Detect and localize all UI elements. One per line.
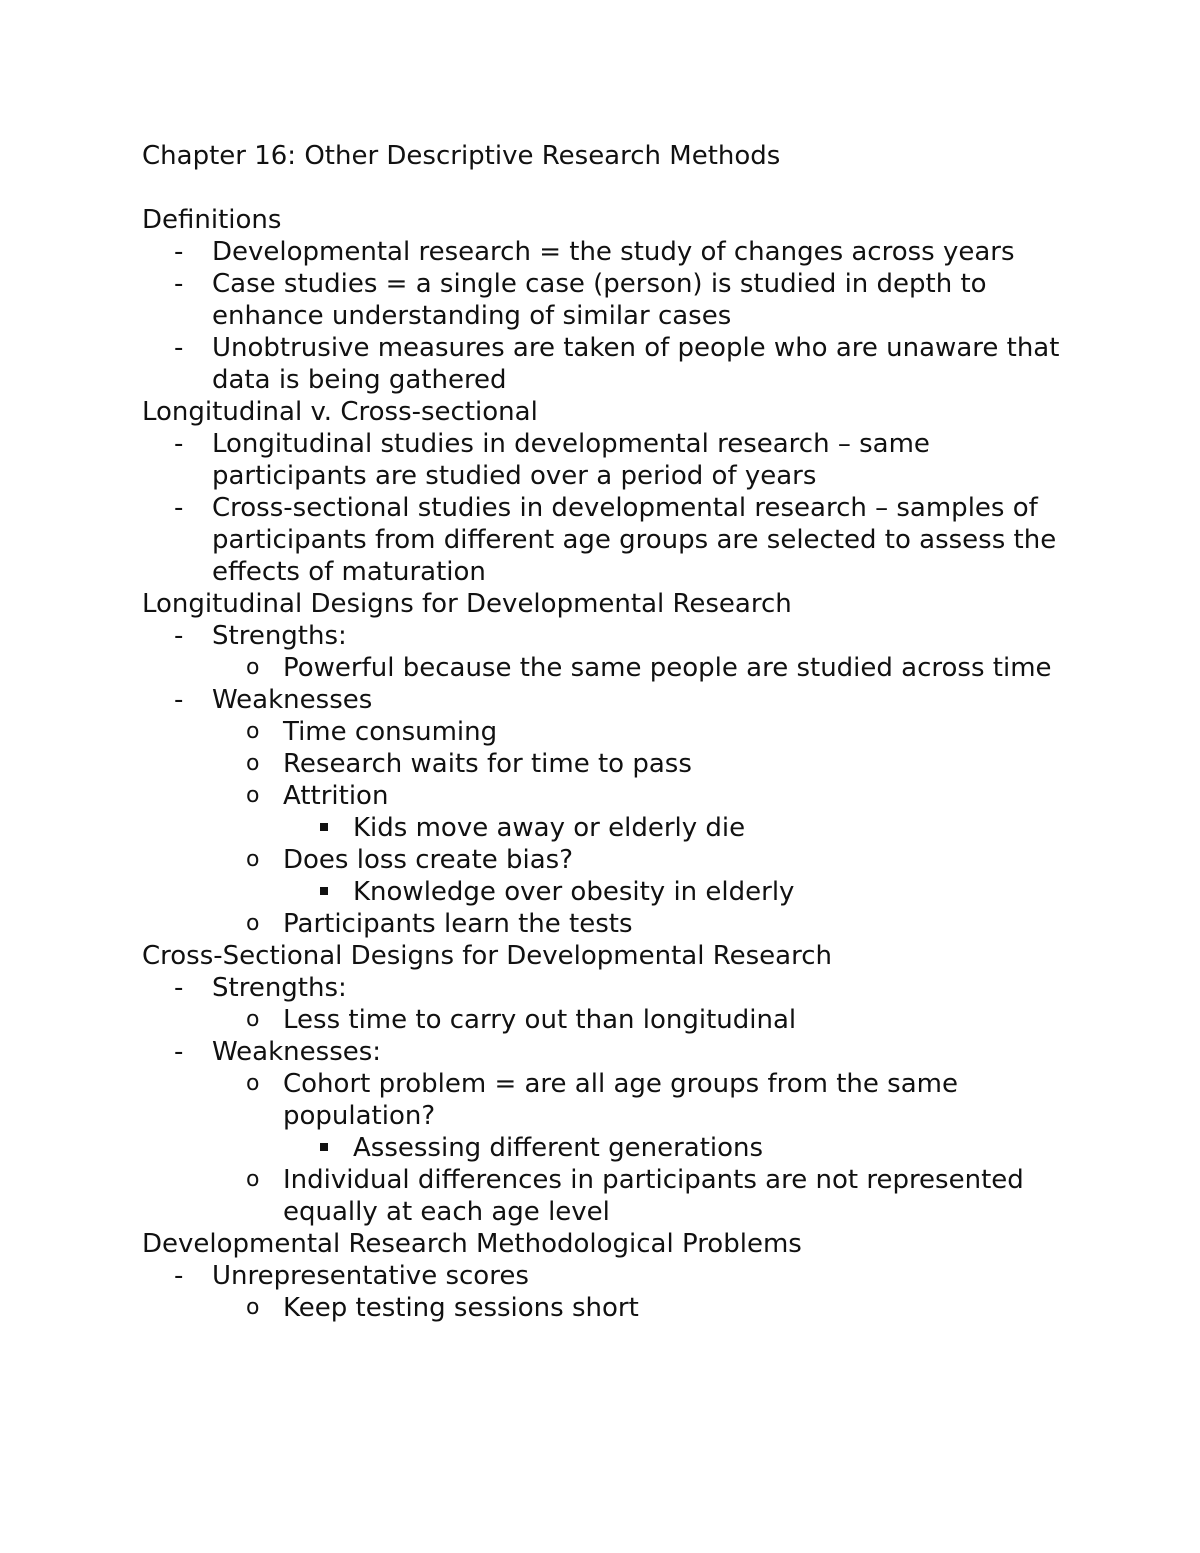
- list-item-text: Cross-sectional studies in developmental research – samples of participants from different age groups are selected to assess the effects of maturation: [212, 493, 1057, 587]
- list-item: [142, 972, 1082, 1004]
- dash-marker: -: [174, 429, 184, 459]
- list-item: [142, 812, 1082, 844]
- list-item-text: Unobtrusive measures are taken of people who are unaware that data is being gathered: [212, 333, 1060, 395]
- circle-marker: o: [246, 1295, 260, 1320]
- list-item: [142, 1292, 1082, 1324]
- dash-marker: -: [174, 493, 184, 523]
- circle-marker: o: [246, 1007, 260, 1032]
- dash-marker: -: [174, 973, 184, 1003]
- list-item: [142, 748, 1082, 780]
- list-item: [142, 844, 1082, 876]
- list-item-text: Cohort problem = are all age groups from the same population?: [283, 1069, 958, 1131]
- list-item-text: Powerful because the same people are studied across time: [283, 653, 1052, 683]
- definitions-list: [142, 236, 1082, 396]
- list-item-text: Research waits for time to pass: [283, 749, 692, 779]
- document-page: [142, 140, 1082, 1324]
- list-item-text: Does loss create bias?: [283, 845, 574, 875]
- circle-marker: o: [246, 911, 260, 936]
- list-item-text: Longitudinal studies in developmental research – same participants are studied over a period of years: [212, 429, 930, 491]
- problems-list: [142, 1260, 1082, 1324]
- section-heading-longitudinal-designs: Longitudinal Designs for Developmental Research: [142, 589, 792, 619]
- strengths-label: Strengths:: [212, 973, 347, 1003]
- circle-marker: o: [246, 1167, 260, 1192]
- list-item-text: Time consuming: [283, 717, 498, 747]
- list-item: [142, 428, 1082, 492]
- square-bullet-icon: [320, 823, 328, 831]
- list-item-text: Keep testing sessions short: [283, 1293, 639, 1323]
- list-item: [142, 492, 1082, 588]
- list-item-text: Individual differences in participants are not represented equally at each age level: [283, 1165, 1024, 1227]
- list-item: [142, 684, 1082, 716]
- dash-marker: -: [174, 333, 184, 363]
- longitudinal-designs-list: [142, 620, 1082, 940]
- strengths-label: Strengths:: [212, 621, 347, 651]
- dash-marker: -: [174, 1037, 184, 1067]
- list-item: [142, 236, 1082, 268]
- list-item-text: Assessing different generations: [353, 1133, 764, 1163]
- list-item: [142, 780, 1082, 812]
- list-item-text: Participants learn the tests: [283, 909, 633, 939]
- circle-marker: o: [246, 783, 260, 808]
- weaknesses-label: Weaknesses:: [212, 1037, 382, 1067]
- circle-marker: o: [246, 1071, 260, 1096]
- list-item-text: Less time to carry out than longitudinal: [283, 1005, 797, 1035]
- circle-marker: o: [246, 655, 260, 680]
- circle-marker: o: [246, 719, 260, 744]
- list-item-text: Developmental research = the study of changes across years: [212, 237, 1015, 267]
- dash-marker: -: [174, 621, 184, 651]
- list-item-text: Attrition: [283, 781, 389, 811]
- list-item: [142, 908, 1082, 940]
- dash-marker: -: [174, 269, 184, 299]
- list-item: [142, 716, 1082, 748]
- section-heading-definitions: Definitions: [142, 205, 282, 235]
- circle-marker: o: [246, 751, 260, 776]
- circle-marker: o: [246, 847, 260, 872]
- dash-marker: -: [174, 237, 184, 267]
- section-heading-problems: Developmental Research Methodological Problems: [142, 1229, 802, 1259]
- list-item: [142, 332, 1082, 396]
- page-title: Chapter 16: Other Descriptive Research Methods: [142, 141, 781, 171]
- list-item: [142, 1260, 1082, 1292]
- square-bullet-icon: [320, 1143, 328, 1151]
- list-item: [142, 1068, 1082, 1132]
- list-item-text: Unrepresentative scores: [212, 1261, 529, 1291]
- cross-designs-list: [142, 972, 1082, 1228]
- list-item: [142, 1164, 1082, 1228]
- list-item: [142, 1036, 1082, 1068]
- weaknesses-label: Weaknesses: [212, 685, 373, 715]
- dash-marker: -: [174, 1261, 184, 1291]
- list-item-text: Knowledge over obesity in elderly: [353, 877, 795, 907]
- list-item: [142, 620, 1082, 652]
- list-item-text: Kids move away or elderly die: [353, 813, 746, 843]
- list-item: [142, 652, 1082, 684]
- list-item: [142, 268, 1082, 332]
- list-item: [142, 876, 1082, 908]
- list-item-text: Case studies = a single case (person) is studied in depth to enhance understanding of similar cases: [212, 269, 987, 331]
- square-bullet-icon: [320, 887, 328, 895]
- section-heading-long-v-cross: Longitudinal v. Cross-sectional: [142, 397, 538, 427]
- list-item: [142, 1132, 1082, 1164]
- list-item: [142, 1004, 1082, 1036]
- long-v-cross-list: [142, 428, 1082, 588]
- dash-marker: -: [174, 685, 184, 715]
- section-heading-cross-designs: Cross-Sectional Designs for Developmental Research: [142, 941, 832, 971]
